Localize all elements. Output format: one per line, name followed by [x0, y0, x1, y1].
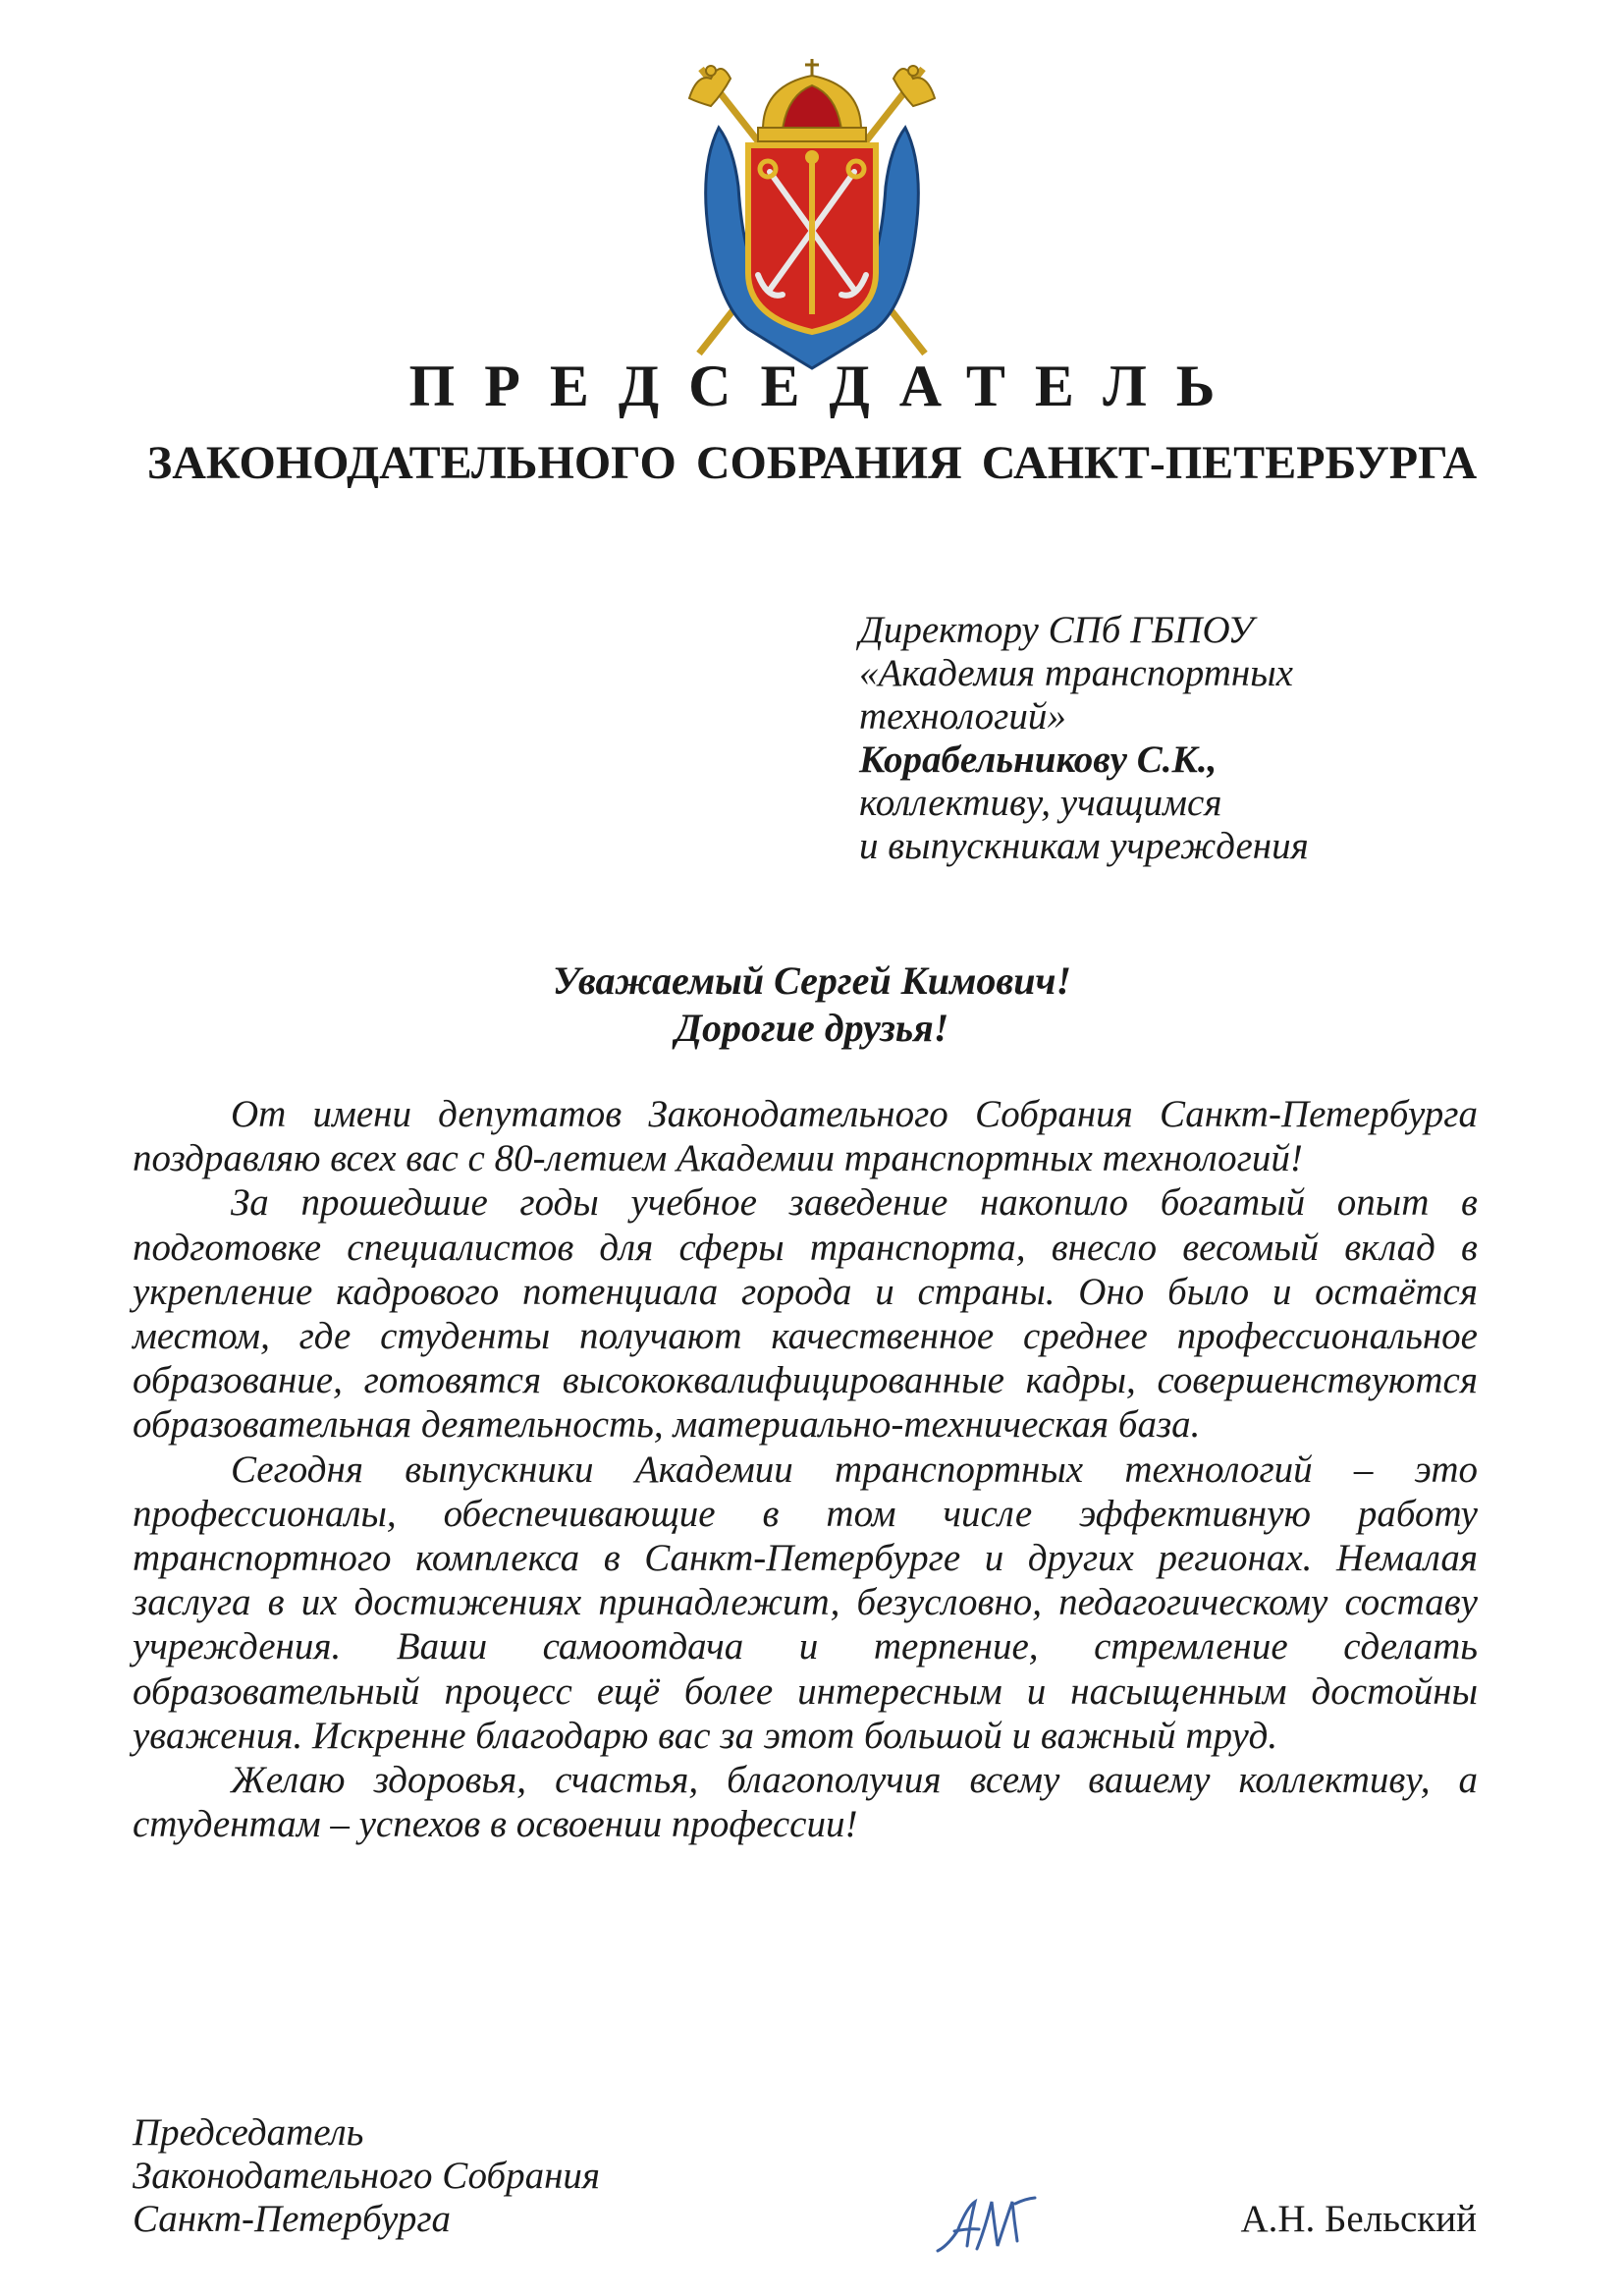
- recipient-block: [859, 609, 1546, 868]
- body-paragraph: За прошедшие годы учебное заведение накопило богатый опыт в подготовке специалистов для сферы транспорта, внесло весомый вклад в укрепление кадрового потенциала города и страны. Оно было и остаётся местом, где студенты получают качественное среднее профессиональное образование, готовятся высококвалифицированные кадры, совершенствуются образовательная деятельность, материально-техническая база.: [133, 1181, 1478, 1447]
- body-paragraph: Желаю здоровья, счастья, благополучия всему вашему коллективу, а студентам – успехов в освоении профессии!: [133, 1759, 1478, 1846]
- recipient-name: Корабельникову С.К.,: [859, 738, 1218, 781]
- recipient-line: Директору СПб ГБПОУ: [859, 609, 1254, 651]
- signature-line: Санкт-Петербурга: [133, 2198, 452, 2240]
- body-paragraph: Сегодня выпускники Академии транспортных технологий – это профессионалы, обеспечивающие в том числе эффективную работу транспортного комплекса в Санкт-Петербурге и других регионах. Немалая заслуга в их достижениях принадлежит, безусловно, педагогическому составу учреждения. Ваши самоотдача и терпение, стремление сделать образовательный процесс ещё более интересным и насыщенным достойны уважения. Искренне благодарю вас за этот большой и важный труд.: [133, 1448, 1478, 1757]
- handwritten-signature-icon: [933, 2192, 1041, 2261]
- greeting-line: Дорогие друзья!: [675, 1006, 949, 1050]
- page-title: ПРЕДСЕДАТЕЛЬ: [408, 354, 1245, 418]
- signature-position: [133, 2111, 600, 2241]
- greeting-line: Уважаемый Сергей Кимович!: [552, 958, 1072, 1003]
- recipient-line: «Академия транспортных: [859, 652, 1293, 694]
- recipient-line: технологий»: [859, 695, 1066, 738]
- body-paragraph: От имени депутатов Законодательного Собрания Санкт-Петербурга поздравляю всех вас с 80-летием Академии транспортных технологий!: [133, 1093, 1478, 1180]
- signature-line: Законодательного Собрания: [133, 2155, 601, 2197]
- page-subtitle: ЗАКОНОДАТЕЛЬНОГО СОБРАНИЯ САНКТ-ПЕТЕРБУРГА: [146, 437, 1478, 489]
- signer-name: А.Н. Бельский: [1240, 2198, 1477, 2240]
- letter-body: [133, 1092, 1478, 1846]
- coat-of-arms-icon: [679, 59, 945, 383]
- greeting: [0, 957, 1624, 1052]
- signature-line: Председатель: [133, 2111, 364, 2154]
- recipient-line: коллективу, учащимся: [859, 782, 1222, 824]
- recipient-line: и выпускникам учреждения: [859, 825, 1309, 867]
